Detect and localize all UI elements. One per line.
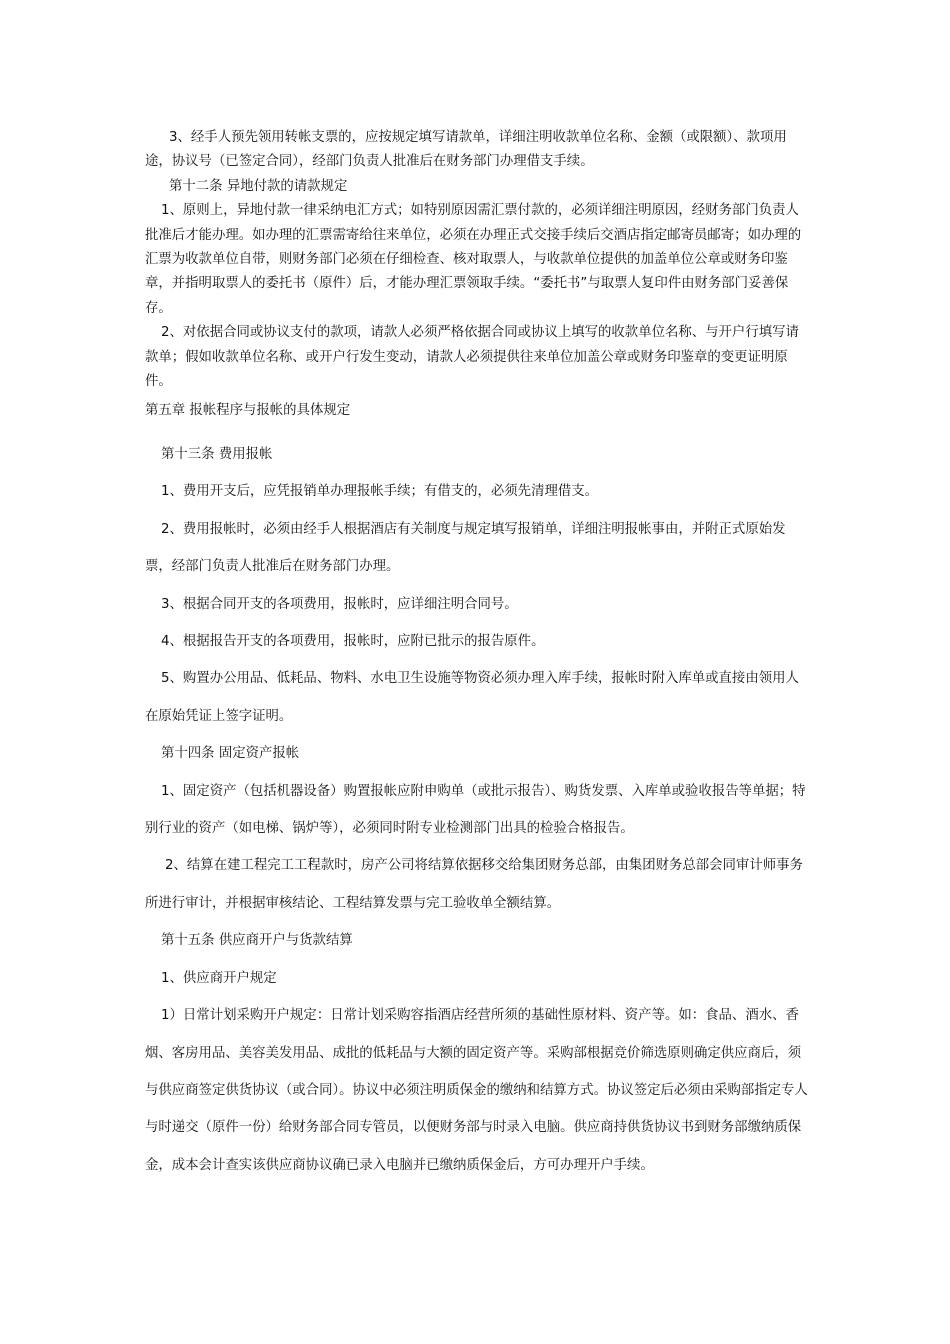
chapter-5-title: 第五章 报帐程序与报帐的具体规定 <box>145 403 351 418</box>
paragraph-expense-item5: 5、购置办公用品、低耗品、物料、水电卫生设施等物资必须办理入库手续，报帐时附入库单或直接由领用人在原始凭证上签字证明。 <box>145 671 799 724</box>
paragraph-remote-payment-item1: 1、原则上，异地付款一律采纳电汇方式；如特别原因需汇票付款的，必须详细注明原因，经财务部门负责人批准后才能办理。如办理的汇票需寄给往来单位，必须在办理正式交接手续后交酒店指定邮寄员邮寄；如办理的汇票为收款单位自带，则财务部门必须在仔细检查、核对取票人，与收款单位提供的加盖单位公章或财务印鉴章，并指明取票人的委托书（原件）后，才能办理汇票领取手续。“委托书”与取票人复印件由财务部门妥善保存。 <box>145 203 802 316</box>
paragraph-expense-item3: 3、根据合同开支的各项费用，报帐时，应详细注明合同号。 <box>161 596 518 612</box>
paragraph-expense-item1: 1、费用开支后，应凭报销单办理报帐手续；有借支的，必须先清理借支。 <box>161 484 599 500</box>
article-15-heading: 第十五条 供应商开户与货款结算 <box>161 933 353 949</box>
article-13-heading: 第十三条 费用报帐 <box>161 447 273 462</box>
paragraph-fixed-asset-item1: 1、固定资产（包括机器设备）购置报帐应附申购单（或批示报告）、购货发票、入库单或验收报告等单据；特别行业的资产（如电梯、锅炉等），必须同时附专业检测部门出具的检验合格报告。 <box>145 783 806 837</box>
paragraph-expense-item2: 2、费用报帐时，必须由经手人根据酒店有关制度与规定填写报销单，详细注明报帐事由，并附正式原始发票，经部门负责人批准后在财务部门办理。 <box>145 521 786 575</box>
paragraph-item3-transfer-cheque: 3、经手人预先领用转帐支票的，应按规定填写请款单，详细注明收款单位名称、金额（或限额）、款项用途，协议号（已签定合同），经部门负责人批准后在财务部门办理借支手续。 <box>145 130 787 170</box>
article-14-heading: 第十四条 固定资产报帐 <box>161 746 300 762</box>
paragraph-supplier-daily-purchase: 1）日常计划采购开户规定：日常计划采购容指酒店经营所须的基础性原材料、资产等。如：食品、酒水、香烟、客房用品、美容美发用品、成批的低耗品与大额的固定资产等。采购部根据竞价筛选原则确定供应商后，须与供应商签定供货协议（或合同）。协议中必须注明质保金的缴纳和结算方式。协议签定后必须由采购部指定专人与时递交（原件一份）给财务部合同专管员，以便财务部与时录入电脑。供应商持供货协议书到财务部缴纳质保金，成本会计查实该供应商协议确已录入电脑并已缴纳质保金后，方可办理开户手续。 <box>145 1008 808 1173</box>
paragraph-remote-payment-item2: 2、对依据合同或协议支付的款项，请款人必须严格依据合同或协议上填写的收款单位名称、与开户行填写请款单；假如收款单位名称、或开户行发生变动，请款人必须提供往来单位加盖公章或财务印鉴章的变更证明原件。 <box>145 325 799 390</box>
lower-text-block <box>145 436 811 1184</box>
paragraph-supplier-item1: 1、供应商开户规定 <box>161 970 277 986</box>
upper-text-block <box>145 126 811 394</box>
paragraph-fixed-asset-item2: 2、结算在建工程完工工程款时，房产公司将结算依据移交给集团财务总部，由集团财务总部会同审计师事务所进行审计，并根据审核结论、工程结算发票与完工验收单全额结算。 <box>145 858 803 911</box>
paragraph-expense-item4: 4、根据报告开支的各项费用，报帐时，应附已批示的报告原件。 <box>161 634 545 650</box>
article-12-heading: 第十二条 异地付款的请款规定 <box>169 178 348 194</box>
